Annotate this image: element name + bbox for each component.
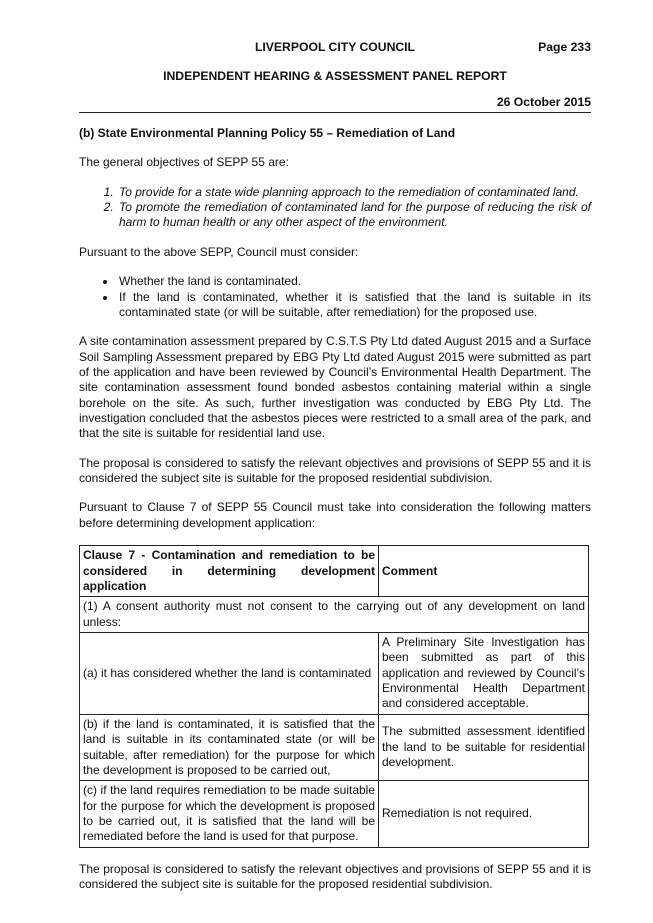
table-header-clause: Clause 7 - Contamination and remediation to be considered in determining development application [80, 546, 379, 597]
considerations-list [79, 274, 591, 320]
table-header-comment: Comment [379, 546, 589, 597]
table-row [80, 781, 589, 847]
table-span-cell: (1) A consent authority must not consent to the carrying out of any development on land unless: [80, 597, 589, 633]
consideration-item: • If the land is contaminated, whether it is satisfied that the land is suitable in its contaminated state (or will be suitable, after remediation) for the proposed use. [117, 290, 591, 321]
section-title: (b) State Environmental Planning Policy 55 – Remediation of Land [79, 126, 456, 140]
table-row [80, 714, 589, 780]
consider-intro: Pursuant to the above SEPP, Council must consider: [79, 244, 359, 259]
report-body [79, 126, 591, 892]
table-cell-comment: A Preliminary Site Investigation has been submitted as part of this application and reviewed by Council’s Environmental Health Department and considered acceptable. [379, 632, 589, 714]
page-header [79, 40, 591, 56]
table-row [80, 597, 589, 633]
council-name: LIVERPOOL CITY COUNCIL [254, 40, 416, 54]
table-row [80, 632, 589, 714]
report-title: INDEPENDENT HEARING & ASSESSMENT PANEL REPORT [163, 69, 507, 83]
table-cell-clause: (b) if the land is contaminated, it is satisfied that the land is suitable in its contaminated state (or will be suitable, after remediation) for the purpose for which the development is proposed to be carried out, [80, 714, 379, 780]
clause7-table [79, 545, 589, 847]
objective-item: 2. To promote the remediation of contaminated land for the purpose of reducing the risk of harm to human health or any other aspect of the environment. [117, 200, 591, 231]
table-cell-clause: (c) if the land requires remediation to be made suitable for the purpose for which the development is proposed to be carried out, it is satisfied that the land will be remediated before the land is used for that purpose. [80, 781, 379, 847]
report-date: 26 October 2015 [496, 95, 591, 109]
objective-item: 1. To provide for a state wide planning approach to the remediation of contaminated land. [117, 185, 591, 200]
satisfy-paragraph: The proposal is considered to satisfy the relevant objectives and provisions of SEPP 55 and it is considered the subject site is suitable for the proposed residential subdivision. [79, 455, 591, 486]
assessment-paragraph: A site contamination assessment prepared by C.S.T.S Pty Ltd dated August 2015 and a Surface Soil Sampling Assessment prepared by EBG Pty Ltd dated August 2015 were submitted as part of the application and have been reviewed by Council’s Environmental Health Department. The site contamination assessment found bonded asbestos containing material within a single borehole on the site. As such, further investigation was conducted by EBG Pty Ltd. The investigation concluded that the asbestos pieces were restricted to a small area of the park, and that the site is suitable for residential land use. [79, 334, 591, 441]
objectives-list [79, 185, 591, 231]
table-header-row [80, 546, 589, 597]
header-divider [79, 112, 591, 113]
page-number: Page 233 [538, 40, 591, 54]
closing-paragraph: The proposal is considered to satisfy the relevant objectives and provisions of SEPP 55 and it is considered the subject site is suitable for the proposed residential subdivision. [79, 861, 591, 892]
consideration-item: • Whether the land is contaminated. [117, 274, 591, 289]
table-cell-clause: (a) it has considered whether the land is contaminated [80, 632, 379, 714]
objectives-intro: The general objectives of SEPP 55 are: [79, 155, 289, 170]
table-cell-comment: Remediation is not required. [379, 781, 589, 847]
table-cell-comment: The submitted assessment identified the land to be suitable for residential development. [379, 714, 589, 780]
clause7-paragraph: Pursuant to Clause 7 of SEPP 55 Council must take into consideration the following matters before determining development application: [79, 500, 591, 530]
